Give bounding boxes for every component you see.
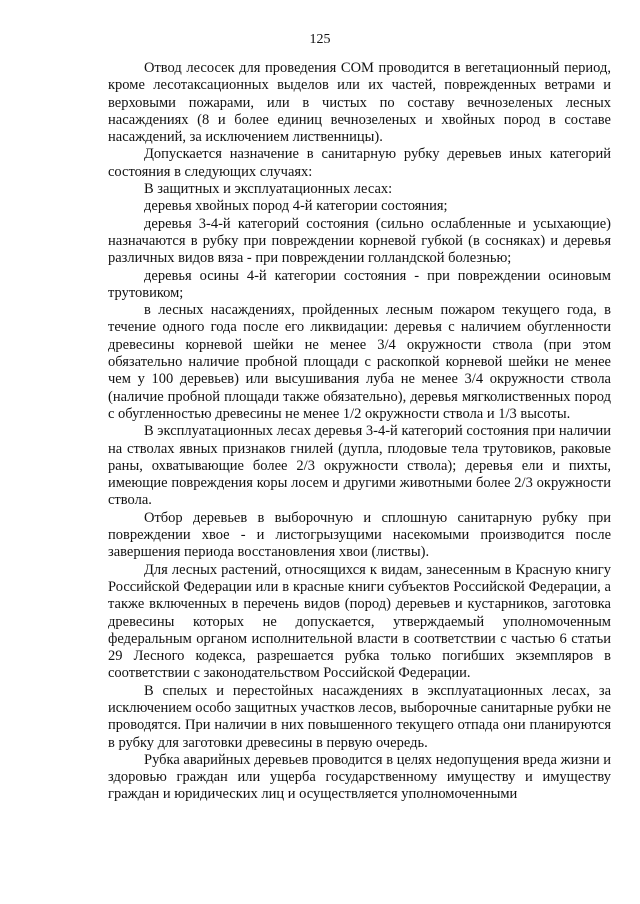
paragraph: В эксплуатационных лесах деревья 3-4-й категорий состояния при наличии на стволах явных признаков гнилей (дупла, плодовые тела трутовиков, раковые раны, охватывающие более 2/3 окружности ствола); деревья ели и пихты, имеющие повреждения коры лосем и другими животными более 2/3 окружности ствола. [108,423,611,509]
paragraph: в лесных насаждениях, пройденных лесным пожаром текущего года, в течение одного года после его ликвидации: деревья с наличием обугленности древесины корневой шейки не менее 3/4 окружности ствола (при этом обязательно наличие пробной площади с раскопкой корневой шейки не менее чем у 100 деревьев) или высушивания луба не менее 3/4 окружности ствола (наличие пробной площади также обязательно), деревья мягколиственных пород с обугленностью древесины не менее 1/2 окружности ствола и 1/3 высоты. [108,302,611,422]
paragraph: Отбор деревьев в выборочную и сплошную санитарную рубку при повреждении хвое - и листогрызущими насекомыми производится после завершения периода восстановления хвои (листвы). [108,509,611,561]
paragraph: деревья осины 4-й категории состояния - при повреждении осиновым трутовиком; [108,267,611,301]
paragraph: Допускается назначение в санитарную рубку деревьев иных категорий состояния в следующих случаях: [108,146,611,180]
paragraph: деревья хвойных пород 4-й категории состояния; [144,198,448,215]
paragraph: Рубка аварийных деревьев проводится в целях недопущения вреда жизни и здоровью граждан или ущерба государственному имуществу и имуществу граждан и юридических лиц и осуществляется уполномоченными [108,751,611,803]
paragraph: Отвод лесосек для проведения СОМ проводится в вегетационный период, кроме лесотаксационных выделов или их частей, поврежденных ветрами и верховыми пожарами, или в чистых по составу вечнозеленых лесных насаждениях (8 и более единиц вечнозеленых и хвойных пород в составе насаждений, за исключением лиственницы). [108,60,611,146]
body-text [108,60,611,804]
paragraph: В спелых и перестойных насаждениях в эксплуатационных лесах, за исключением особо защитных участков лесов, выборочные санитарные рубки не проводятся. При наличии в них повышенного текущего отпада они планируются в рубку для заготовки древесины в первую очередь. [108,682,611,751]
paragraph: Для лесных растений, относящихся к видам, занесенным в Красную книгу Российской Федерации или в красные книги субъектов Российской Федерации, а также включенных в перечень видов (пород) деревьев и кустарников, заготовка древесины которых не допускается, утверждаемый уполномоченным федеральным органом исполнительной власти в соответствии с частью 6 статьи 29 Лесного кодекса, разрешается рубка только погибших экземпляров в соответствии с законодательством Российской Федерации. [108,561,611,682]
page-number: 125 [309,32,331,47]
paragraph: В защитных и эксплуатационных лесах: [144,181,393,198]
paragraph: деревья 3-4-й категорий состояния (сильно ослабленные и усыхающие) назначаются в рубку при повреждении корневой губкой (в сосняках) и деревья различных видов вяза - при повреждении голландской болезнью; [108,215,611,267]
